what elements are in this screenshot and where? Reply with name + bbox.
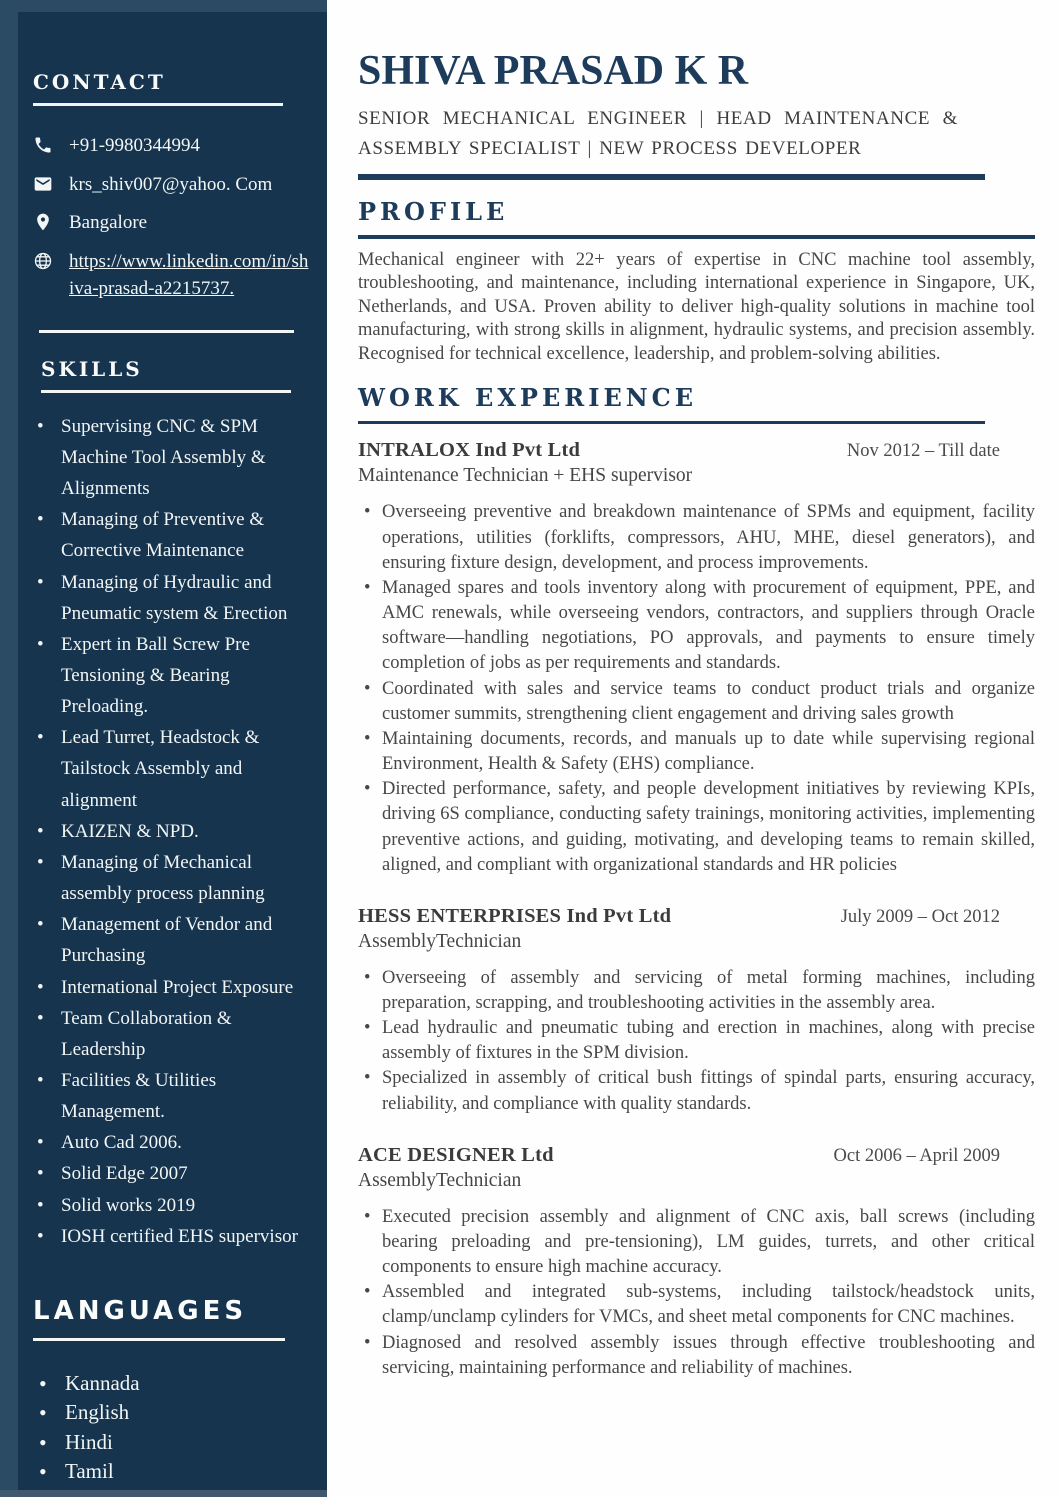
- phone-icon: [33, 132, 54, 160]
- languages-heading-rule: [33, 1338, 285, 1341]
- contact-section: [33, 70, 311, 303]
- job-bullet: • Maintaining documents, records, and manuals up to date while supervising regional Environment, Health & Safety (EHS) compliance.: [358, 727, 1035, 777]
- contact-row-email: [33, 171, 311, 199]
- skill-item: • Supervising CNC & SPM Machine Tool Assembly & Alignments: [33, 411, 311, 504]
- contact-heading-rule: [33, 103, 283, 106]
- job-bullet: • Lead hydraulic and pneumatic tubing and erection in machines, along with precise assembly of fixtures in the SPM division.: [358, 1016, 1035, 1066]
- job-bullet: • Overseeing preventive and breakdown maintenance of SPMs and equipment, facility operations, utilities (forklifts, compressors, AHU, MHE, diesel generators), and ensuring fixture design, development, and process improvements.: [358, 500, 1035, 575]
- job-entry: [358, 439, 1035, 877]
- job-bullet: • Diagnosed and resolved assembly issues through effective troubleshooting and servicing, maintaining performance and reliability of machines.: [358, 1331, 1035, 1381]
- header-rule: [358, 174, 985, 180]
- skill-item: • Auto Cad 2006.: [33, 1127, 311, 1158]
- job-bullet-list: [358, 1205, 1035, 1381]
- job-header: [358, 905, 1035, 928]
- skill-item: • Managing of Preventive & Corrective Maintenance: [33, 504, 311, 566]
- job-bullet: • Overseeing of assembly and servicing of metal forming machines, including preparation, scrapping, and troubleshooting activities in the assembly area.: [358, 966, 1035, 1016]
- skill-item: • Lead Turret, Headstock & Tailstock Assembly and alignment: [33, 722, 311, 815]
- contact-row-phone: [33, 132, 311, 160]
- sidebar-bottom-strip: [0, 1490, 327, 1497]
- contact-phone: +91-9980344994: [69, 135, 201, 156]
- linkedin-link[interactable]: https://www.linkedin.com/in/shiva-prasad-a2215737.: [69, 250, 309, 300]
- job-subtitle: SENIOR MECHANICAL ENGINEER | HEAD MAINTENANCE & ASSEMBLY SPECIALIST | NEW PROCESS DEVELOPER: [358, 108, 958, 159]
- languages-heading: LANGUAGES: [33, 1295, 248, 1326]
- job-bullet-list: [358, 966, 1035, 1117]
- language-item: • Tamil: [33, 1457, 311, 1486]
- skill-item: • Solid Edge 2007: [33, 1158, 311, 1189]
- job-role: AssemblyTechnician: [358, 1169, 522, 1191]
- sidebar-panel: [18, 12, 327, 1490]
- contact-row-linkedin: [33, 248, 311, 303]
- skill-item: • Team Collaboration & Leadership: [33, 1003, 311, 1065]
- job-bullet: • Specialized in assembly of critical bush fittings of spindal parts, ensuring accuracy, reliability, and compliance with quality standards.: [358, 1066, 1035, 1116]
- job-bullet: • Assembled and integrated sub-systems, including tailstock/headstock units, clamp/unclamp cylinders for VMCs, and sheet metal components for CNC machines.: [358, 1280, 1035, 1330]
- skill-item: • KAIZEN & NPD.: [33, 816, 311, 847]
- contact-list: [33, 132, 311, 303]
- job-company: INTRALOX Ind Pvt Ltd: [358, 439, 581, 462]
- skill-item: • Solid works 2019: [33, 1190, 311, 1221]
- language-item: • English: [33, 1398, 311, 1427]
- page-title: SHIVA PRASAD K R: [358, 48, 749, 94]
- job-company: HESS ENTERPRISES Ind Pvt Ltd: [358, 904, 672, 927]
- languages-list: [33, 1369, 311, 1487]
- skills-section: [33, 357, 311, 1252]
- languages-section: [33, 1296, 311, 1487]
- job-dates: Oct 2006 – April 2009: [833, 1145, 1000, 1166]
- sidebar: [0, 0, 327, 1497]
- contact-location: Bangalore: [69, 212, 148, 234]
- skills-heading-rule: [41, 390, 291, 393]
- profile-text: Mechanical engineer with 22+ years of expertise in CNC machine tool assembly, troubleshooting, and maintenance, including international experience in Singapore, UK, Netherlands, and USA. Proven ability to deliver high-quality solutions in machine tool manufacturing, with strong skills in alignment, hydraulic systems, and precision assembly. Recognised for technical excellence, leadership, and problem-solving abilities.: [358, 249, 1035, 364]
- skills-list: [33, 411, 311, 1252]
- job-header: [358, 439, 1035, 462]
- job-role: AssemblyTechnician: [358, 930, 522, 952]
- job-bullet-list: [358, 500, 1035, 877]
- skills-heading: SKILLS: [41, 356, 143, 381]
- job-header: [358, 1144, 1035, 1167]
- skill-item: • Management of Vendor and Purchasing: [33, 909, 311, 971]
- skill-item: • Facilities & Utilities Management.: [33, 1065, 311, 1127]
- sidebar-separator-rule: [39, 330, 294, 333]
- email-icon: [33, 171, 54, 199]
- contact-email: krs_shiv007@yahoo. Com: [69, 173, 273, 195]
- skill-item: • Managing of Hydraulic and Pneumatic system & Erection: [33, 567, 311, 629]
- job-entry: [358, 905, 1035, 1117]
- work-experience-heading: WORK EXPERIENCE: [358, 382, 698, 412]
- profile-heading: PROFILE: [358, 197, 509, 227]
- job-company: ACE DESIGNER Ltd: [358, 1143, 554, 1166]
- language-item: • Hindi: [33, 1428, 311, 1457]
- job-bullet: • Executed precision assembly and alignment of CNC axis, ball screws (including bearing preloading and pre-tensioning), LM guides, turrets, and other critical components to ensure high machine accuracy.: [358, 1205, 1035, 1280]
- contact-heading: CONTACT: [33, 70, 166, 94]
- profile-rule: [358, 235, 1035, 239]
- work-experience-rule: [358, 421, 985, 425]
- job-bullet: • Directed performance, safety, and people development initiatives by reviewing KPIs, driving 6S compliance, conducting safety trainings, monitoring activities, implementing preventive actions, and guiding, motivating, and developing teams to remain skilled, aligned, and compliant with organizational standards and HR policies: [358, 777, 1035, 878]
- location-icon: [33, 209, 54, 237]
- job-entry: [358, 1144, 1035, 1381]
- contact-row-location: [33, 209, 311, 237]
- job-bullet: • Coordinated with sales and service teams to conduct product trials and organize customer summits, strengthening client engagement and driving sales growth: [358, 677, 1035, 727]
- language-item: • Kannada: [33, 1369, 311, 1398]
- skill-item: • Managing of Mechanical assembly process planning: [33, 847, 311, 909]
- skill-item: • International Project Exposure: [33, 972, 311, 1003]
- resume-main: [327, 0, 1059, 1497]
- skill-item: • IOSH certified EHS supervisor: [33, 1221, 311, 1252]
- job-dates: Nov 2012 – Till date: [846, 441, 1000, 462]
- skill-item: • Expert in Ball Screw Pre Tensioning & Bearing Preloading.: [33, 629, 311, 722]
- job-dates: July 2009 – Oct 2012: [840, 906, 1000, 927]
- job-role: Maintenance Technician + EHS supervisor: [358, 465, 693, 487]
- job-bullet: • Managed spares and tools inventory along with procurement of equipment, PPE, and AMC renewals, while overseeing vendors, contractors, and suppliers through Oracle software—handling negotiations, PO approvals, and payments to ensure timely completion of jobs as per requirements and standards.: [358, 576, 1035, 677]
- globe-icon: [33, 248, 54, 303]
